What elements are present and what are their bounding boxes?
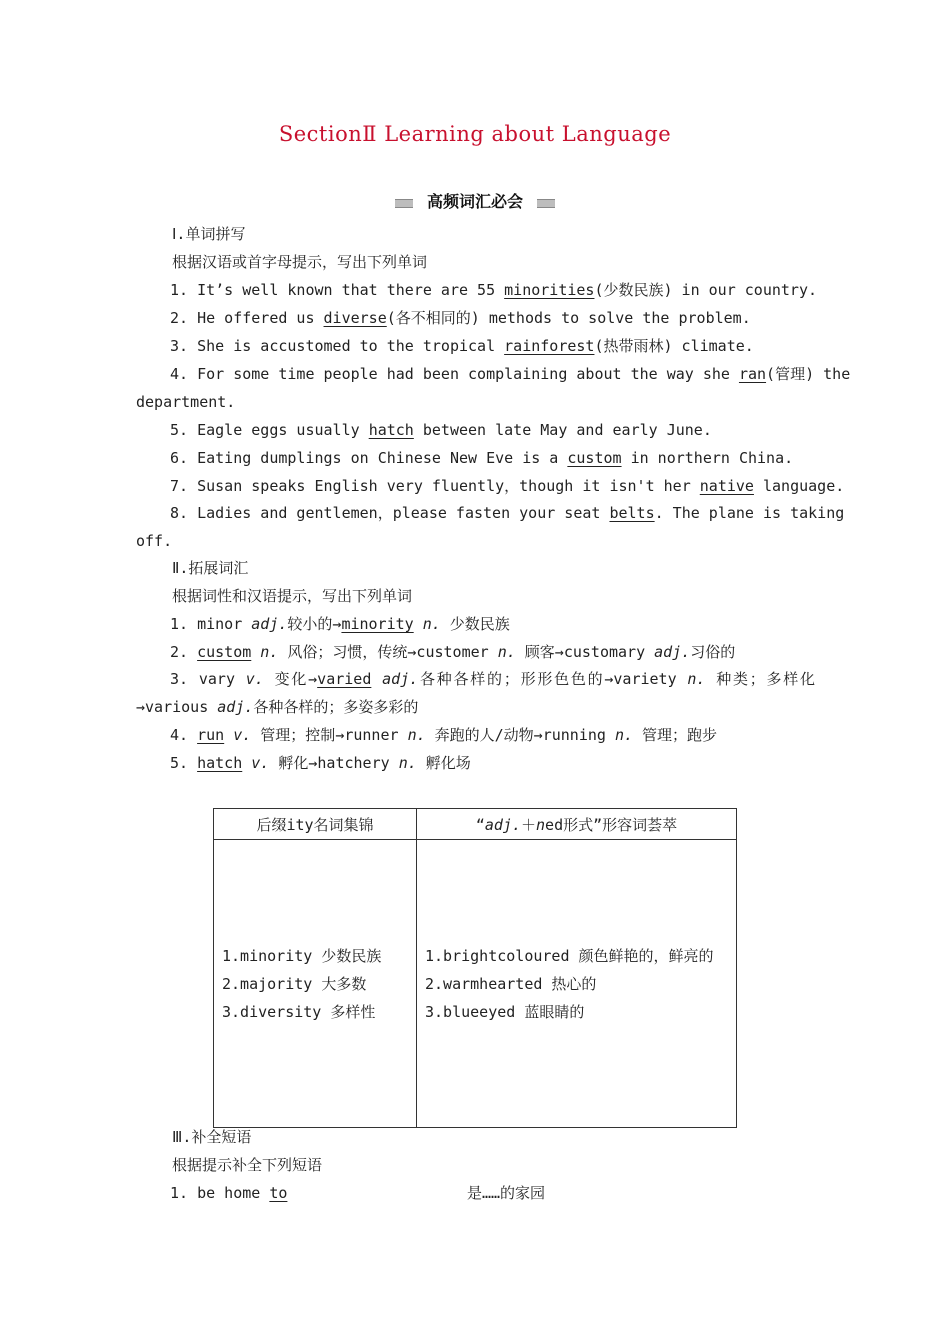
list-item: 2.majority 大多数 — [222, 974, 367, 993]
part1-heading: Ⅰ.单词拼写 — [172, 225, 246, 243]
answer-blank: varied — [317, 670, 372, 688]
list-item-continuation: →various adj.各种各样的；多姿多彩的 — [136, 698, 419, 716]
list-item: 3.blueeyed 蓝眼睛的 — [425, 1002, 585, 1021]
vocab-table — [213, 808, 737, 1128]
list-item: 1. be home to — [170, 1184, 288, 1202]
table-cell-ity-list — [214, 840, 417, 1128]
list-item: 2. He offered us diverse(各不相同的) methods to solve the problem. — [170, 309, 751, 327]
list-item: 6. Eating dumplings on Chinese New Eve is a custom in northern China. — [170, 449, 794, 467]
list-item: 5. hatch v. 孵化→hatchery n. 孵化场 — [170, 754, 471, 772]
answer-blank: rainforest — [504, 337, 595, 355]
answer-blank: minority — [341, 615, 414, 633]
page-title: SectionⅡ Learning about Language — [278, 122, 672, 146]
answer-blank: belts — [609, 504, 655, 522]
table-row — [214, 840, 737, 1128]
part3-heading: Ⅲ.补全短语 — [172, 1128, 252, 1146]
answer-blank: hatch — [197, 754, 243, 772]
list-item: 7. Susan speaks English very fluently，though it isn't her native language. — [170, 477, 845, 495]
answer-blank: to — [269, 1184, 288, 1202]
answer-blank: minorities — [504, 281, 595, 299]
list-item: 3.diversity 多样性 — [222, 1002, 376, 1021]
list-item: 2.warmhearted 热心的 — [425, 974, 597, 993]
part2-instruction: 根据词性和汉语提示，写出下列单词 — [172, 587, 413, 605]
table-header-adj-ned: “adj.＋ned形式”形容词荟萃 — [417, 809, 737, 840]
answer-blank: native — [699, 477, 754, 495]
list-item-continuation: off. — [136, 532, 173, 550]
list-item: 8. Ladies and gentlemen，please fasten your seat belts. The plane is taking — [170, 504, 845, 522]
part2-heading: Ⅱ.拓展词汇 — [172, 559, 249, 577]
banner-label: 高频词汇必会 — [413, 191, 537, 213]
phrase-meaning: 是……的家园 — [467, 1184, 546, 1202]
answer-blank: custom — [197, 643, 252, 661]
table-header-ity: 后缀ity名词集锦 — [214, 809, 417, 840]
answer-blank: hatch — [368, 421, 414, 439]
list-item: 3. She is accustomed to the tropical rainforest(热带雨林) climate. — [170, 337, 754, 355]
list-item: 1.minority 少数民族 — [222, 946, 382, 965]
answer-blank: diverse — [323, 309, 387, 327]
list-item: 1. minor adj.较小的→minority n. 少数民族 — [170, 615, 510, 633]
answer-blank: run — [197, 726, 225, 744]
section-banner — [395, 191, 555, 213]
list-item: 4. For some time people had been complaining about the way she ran(管理) the — [170, 365, 851, 383]
list-item-continuation: department. — [136, 393, 236, 411]
answer-blank: ran — [738, 365, 767, 383]
list-item: 2. custom n. 风俗；习惯，传统→customer n. 顾客→customary adj.习俗的 — [170, 643, 736, 661]
list-item: 5. Eagle eggs usually hatch between late May and early June. — [170, 421, 712, 439]
table-cell-adj-list — [417, 840, 737, 1128]
list-item: 4. run v. 管理；控制→runner n. 奔跑的人/动物→running n. 管理；跑步 — [170, 726, 718, 744]
answer-blank: custom — [567, 449, 622, 467]
list-item: 1. It’s well known that there are 55 minorities(少数民族) in our country. — [170, 281, 818, 299]
table-header-row — [214, 809, 737, 840]
list-item: 3. vary v. 变化→varied adj.各种各样的；形形色色的→variety n. 种类；多样化 — [170, 670, 816, 688]
part3-instruction: 根据提示补全下列短语 — [172, 1156, 323, 1174]
list-item: 1.brightcoloured 颜色鲜艳的，鲜亮的 — [425, 946, 714, 965]
part1-instruction: 根据汉语或首字母提示，写出下列单词 — [172, 253, 428, 271]
